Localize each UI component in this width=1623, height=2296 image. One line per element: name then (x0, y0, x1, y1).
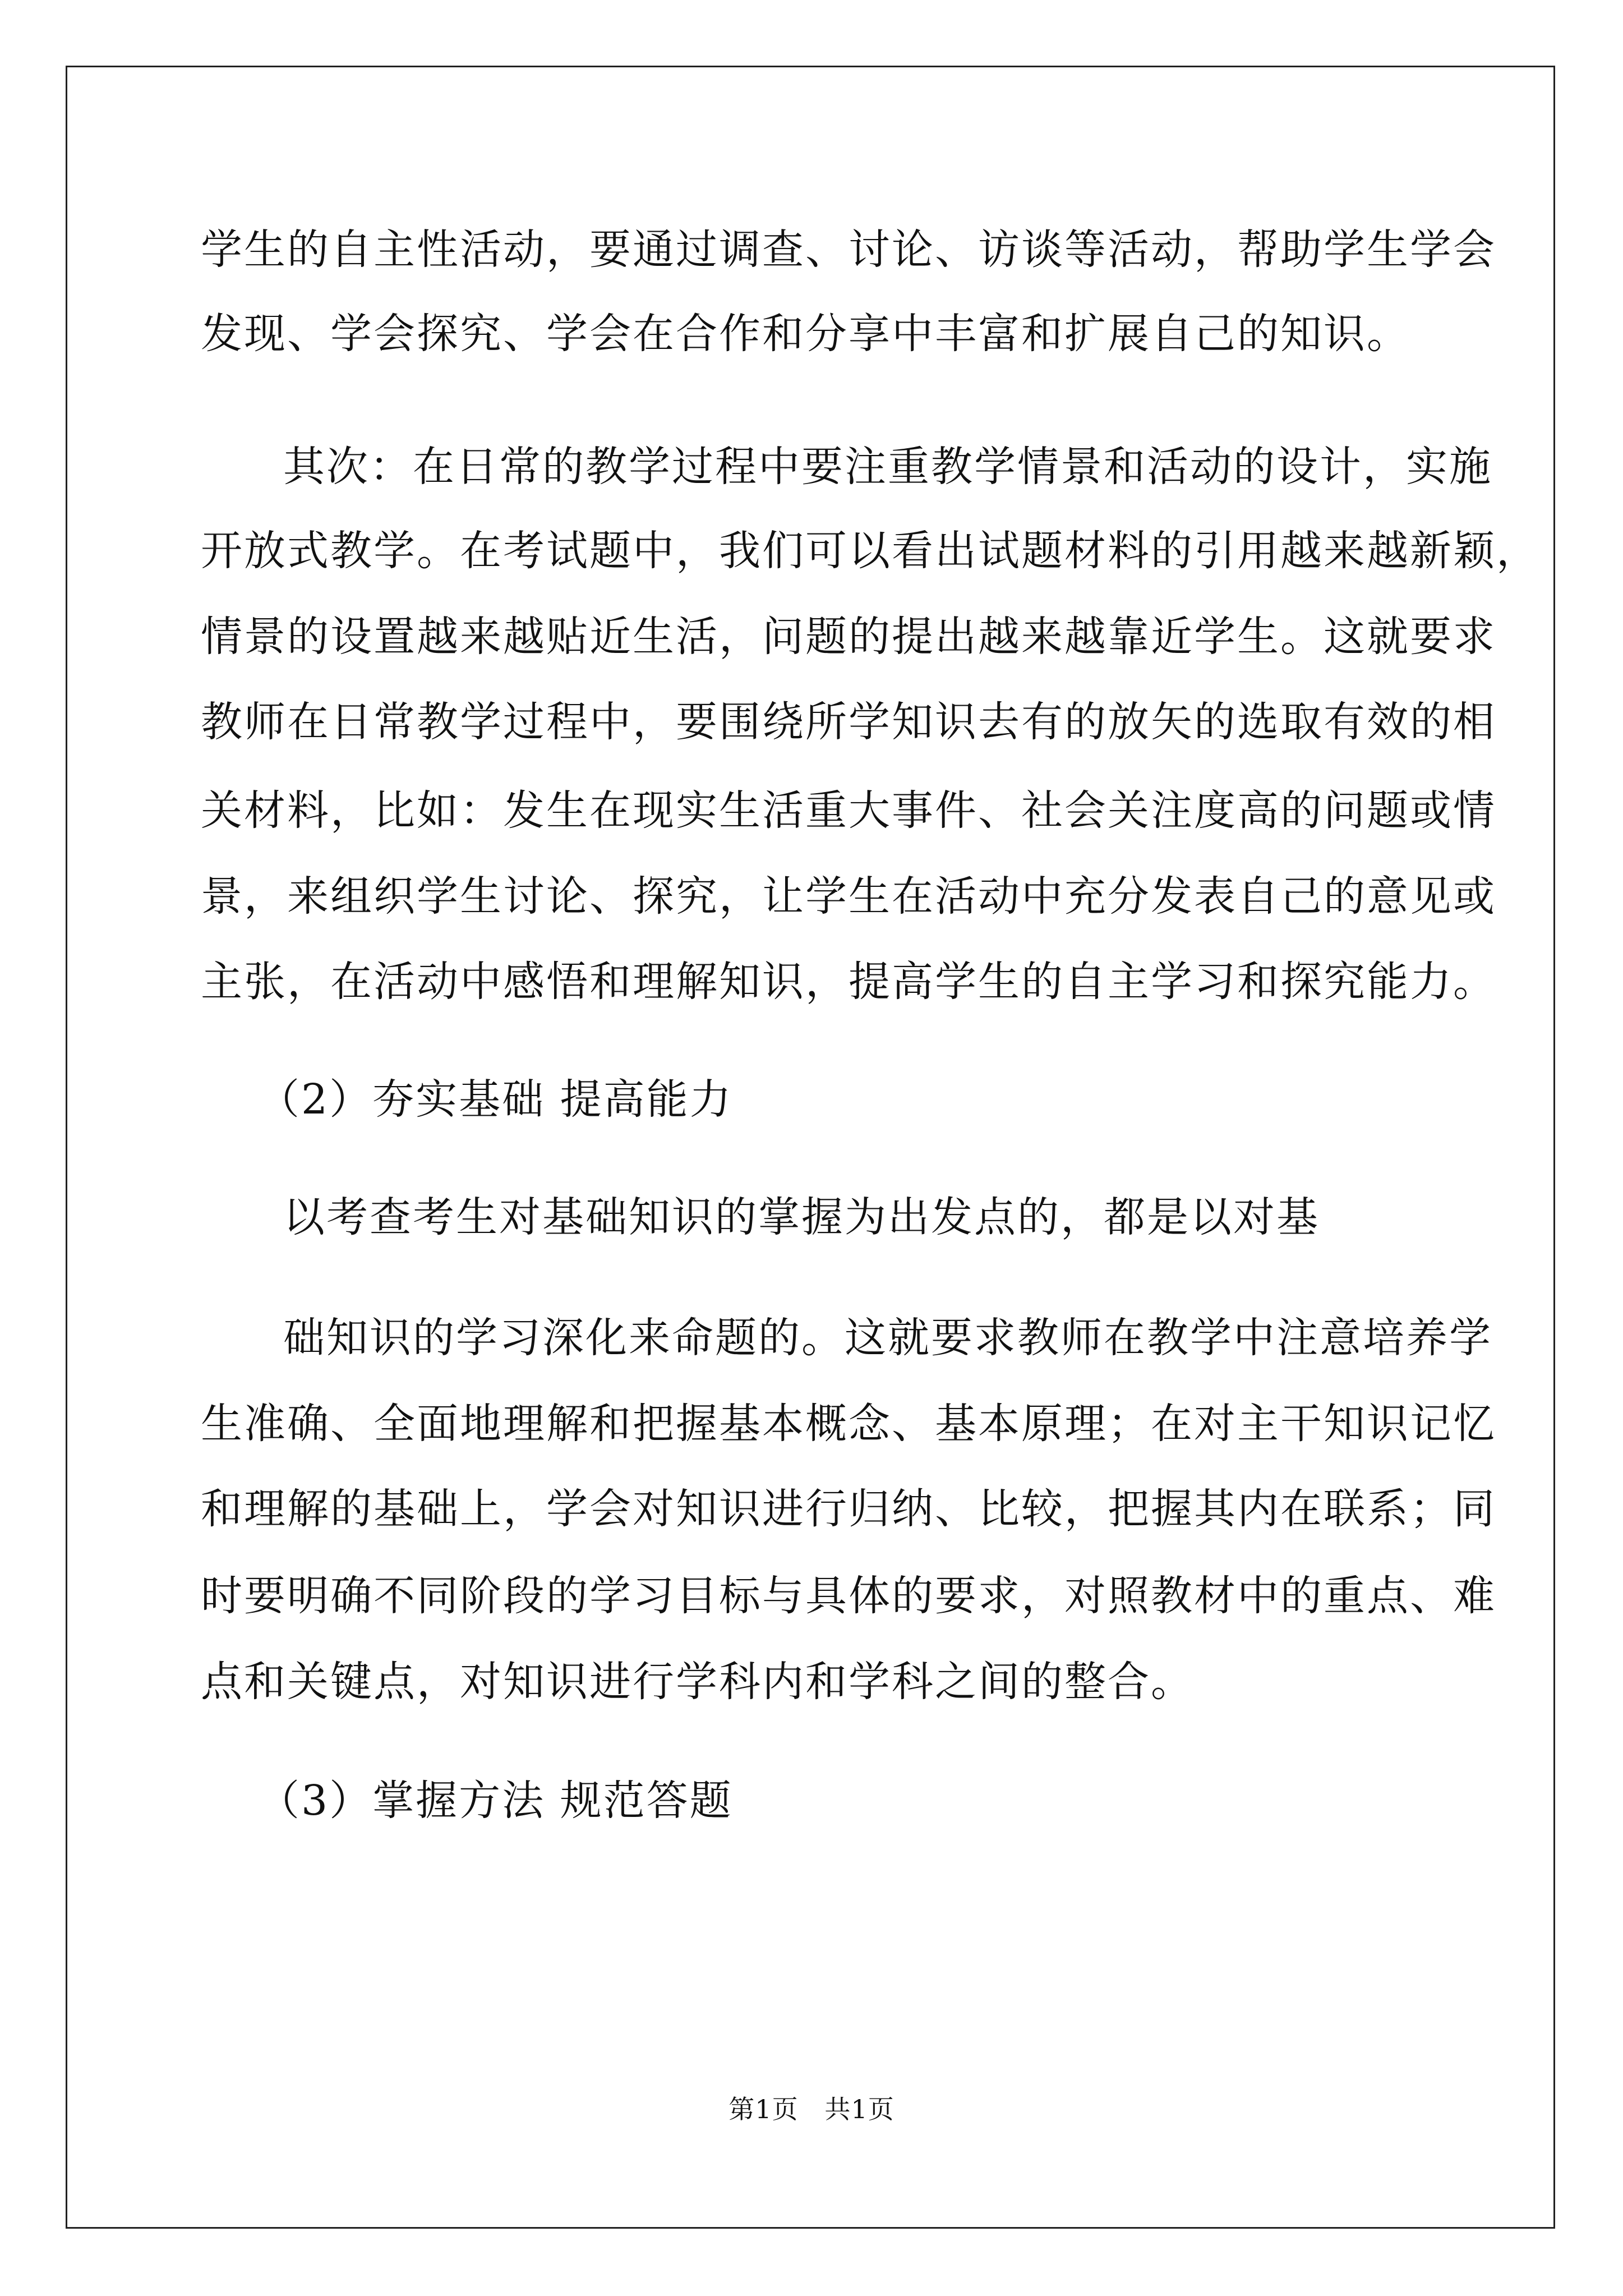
text-line-11: 以考查考生对基础知识的掌握为出发点的，都是以对基 (283, 1193, 1320, 1241)
text-line-3: 其次：在日常的教学过程中要注重教学情景和活动的设计，实施 (283, 443, 1492, 491)
text-line-15: 时要明确不同阶段的学习目标与具体的要求，对照教材中的重点、难 (201, 1572, 1496, 1620)
text-line-14: 和理解的基础上，学会对知识进行归纳、比较，把握其内在联系；同 (201, 1485, 1496, 1533)
text-line-12: 础知识的学习深化来命题的。这就要求教师在教学中注意培养学 (283, 1314, 1492, 1362)
text-line-2: 发现、学会探究、学会在合作和分享中丰富和扩展自己的知识。 (201, 310, 1410, 358)
page-number: 第1页 共1页 (728, 2094, 895, 2124)
section-heading-3: （3）掌握方法 规范答题 (258, 1777, 733, 1825)
text-line-5: 情景的设置越来越贴近生活，问题的提出越来越靠近学生。这就要求 (201, 613, 1496, 661)
page-footer (0, 2092, 1623, 2126)
text-line-9: 主张，在活动中感悟和理解知识，提高学生的自主学习和探究能力。 (201, 958, 1496, 1006)
page-border (66, 66, 1555, 2229)
text-line-6: 教师在日常教学过程中，要围绕所学知识去有的放矢的选取有效的相 (201, 698, 1496, 746)
section-heading-2: （2）夯实基础 提高能力 (258, 1075, 733, 1124)
text-line-4: 开放式教学。在考试题中，我们可以看出试题材料的引用越来越新颖， (201, 527, 1539, 575)
text-line-13: 生准确、全面地理解和把握基本概念、基本原理；在对主干知识记忆 (201, 1400, 1496, 1448)
text-line-1: 学生的自主性活动，要通过调查、讨论、访谈等活动，帮助学生学会 (201, 226, 1496, 274)
text-line-8: 景，来组织学生讨论、探究，让学生在活动中充分发表自己的意见或 (201, 872, 1496, 921)
text-line-16: 点和关键点，对知识进行学科内和学科之间的整合。 (201, 1658, 1194, 1706)
text-line-7: 关材料，比如：发生在现实生活重大事件、社会关注度高的问题或情 (201, 786, 1496, 835)
